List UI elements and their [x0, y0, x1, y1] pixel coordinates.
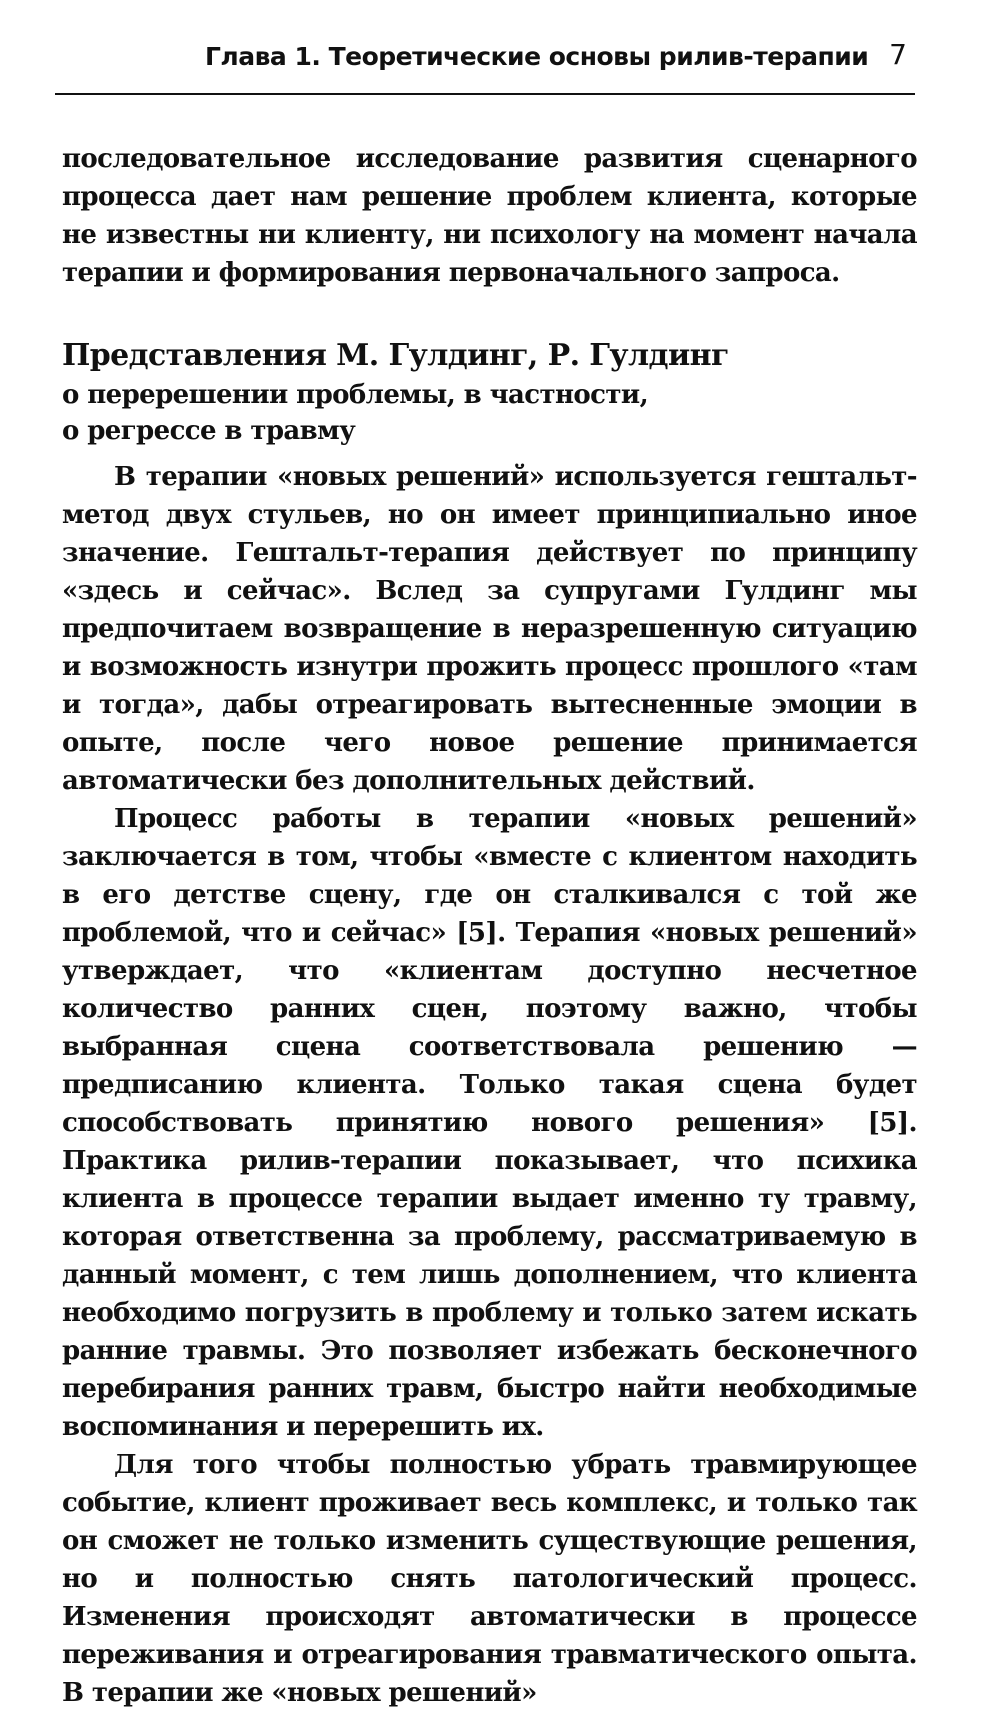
- paragraph-1: В терапии «новых решений» используется гештальт-метод двух стульев, но он имеет принципиально иное значение. Гештальт-терапия действует по принципу «здесь и сейчас». Вслед за супругами Гулдинг мы предпочитаем возвращение в неразрешенную ситуацию и возможность изнутри прожить процесс прошлого «там и тогда», дабы отреагировать вытесненные эмоции в опыте, после чего новое решение принимается автоматически без дополнительных действий.: [62, 462, 917, 796]
- paragraph-2: Процесс работы в терапии «новых решений» заключается в том, чтобы «вместе с клиентом находить в его детстве сцену, где он сталкивался с той же проблемой, что и сейчас» [5]. Терапия «новых решений» утверждает, что «клиентам доступно несчетное количество ранних сцен, поэтому важно, чтобы выбранная сцена соответствовала решению — предписанию клиента. Только такая сцена будет способствовать принятию нового решения» [5]. Практика рилив-терапии показывает, что психика клиента в процессе терапии выдает именно ту травму, которая ответственна за проблему, рассматриваемую в данный момент, с тем лишь дополнением, что клиента необходимо погрузить в проблему и только затем искать ранние травмы. Это позволяет избежать бесконечного перебирания ранних травм, быстро найти необходимые воспоминания и перерешить их.: [62, 804, 917, 1442]
- intro-paragraph: последовательное исследование развития сценарного процесса дает нам решение проблем клиента, которые не известны ни клиенту, ни психологу на момент начала терапии и формирования первоначального запроса.: [62, 144, 917, 288]
- chapter-title: Глава 1. Теоретические основы рилив-терапии: [205, 42, 869, 71]
- paragraph-3: Для того чтобы полностью убрать травмирующее событие, клиент проживает весь комплекс, и только так он сможет не только изменить существующие решения, но и полностью снять патологический процесс. Изменения происходят автоматически в процессе переживания и отреагирования травматического опыта. В терапии же «новых решений»: [62, 1450, 917, 1708]
- section-heading: [62, 335, 917, 449]
- intro-text-block: [62, 140, 917, 292]
- section-heading-line2: о перерешении проблемы, в частности,: [62, 380, 649, 410]
- section-heading-line3: о регрессе в травму: [62, 416, 356, 446]
- section-heading-line1: Представления М. Гулдинг, Р. Гулдинг: [62, 338, 729, 373]
- main-text-block: [62, 458, 917, 1712]
- page-number: 7: [889, 38, 907, 71]
- running-header: [55, 38, 915, 95]
